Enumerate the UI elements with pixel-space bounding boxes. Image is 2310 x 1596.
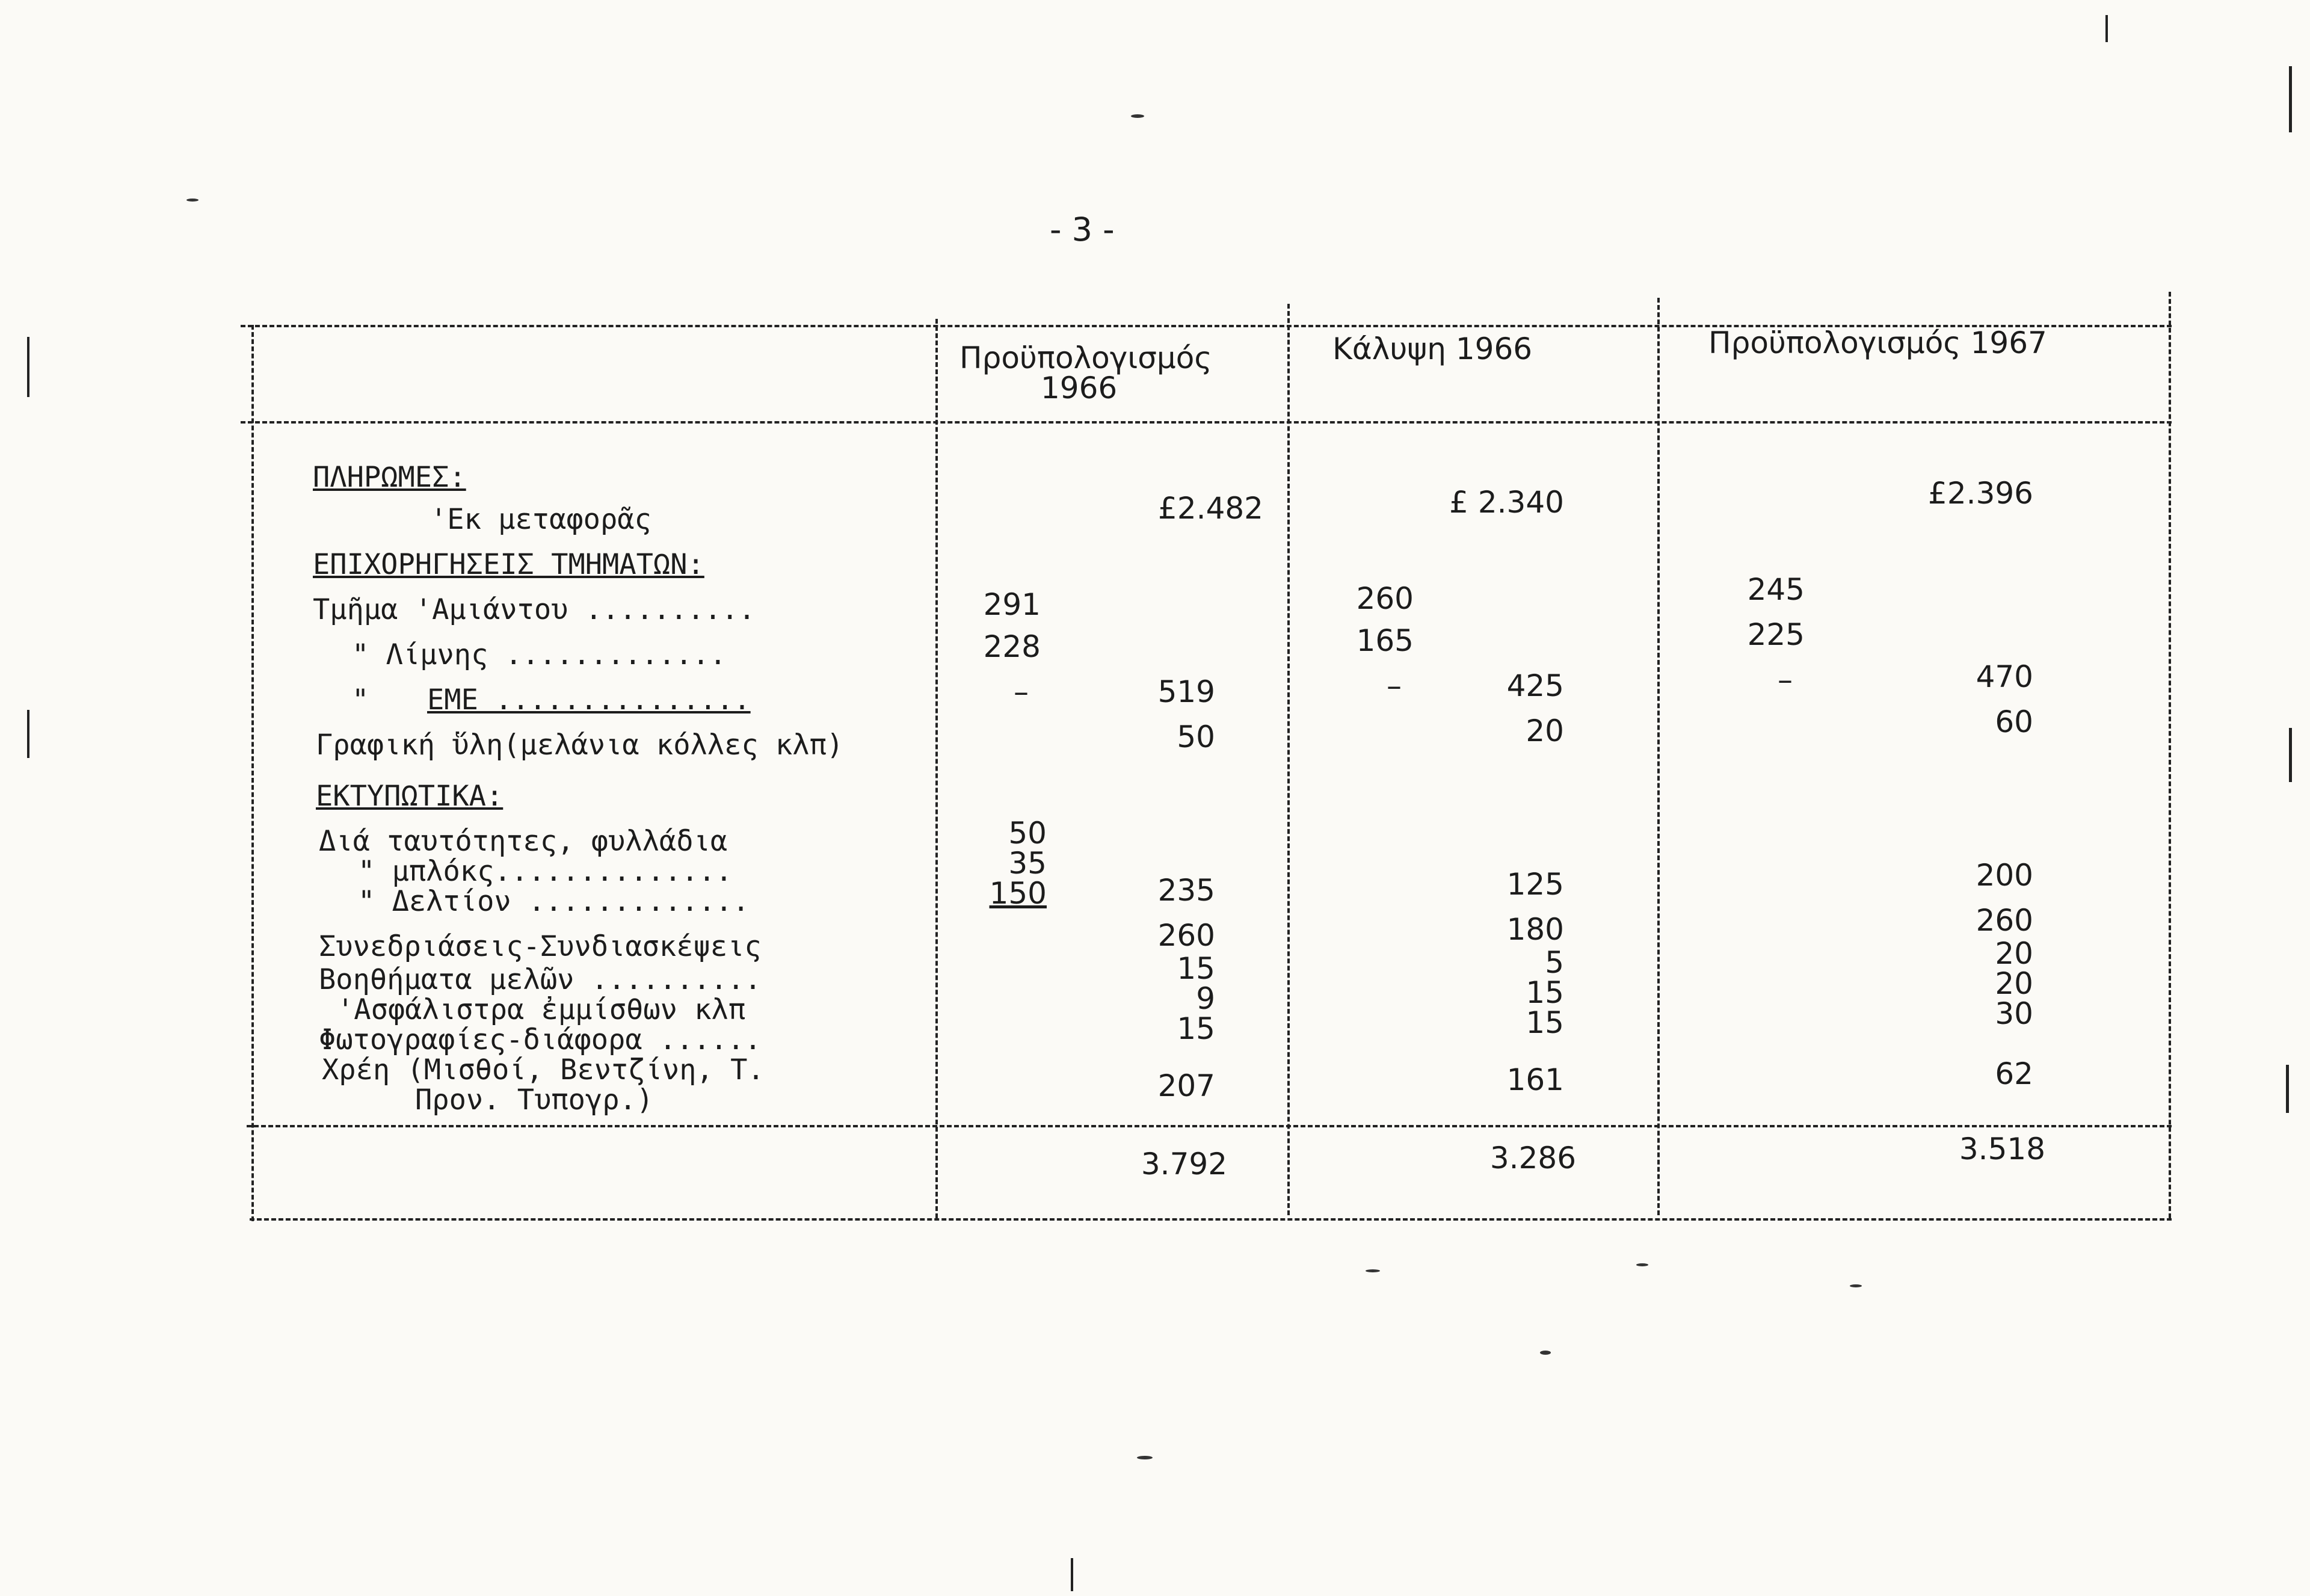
label-photos: Φωτογραφίες-διάφορα ......	[319, 1023, 762, 1056]
scan-speck	[1540, 1351, 1551, 1355]
col1-ids: 50	[1008, 816, 1047, 851]
col3-total: 3.518	[1959, 1132, 2045, 1166]
col1-eme: –	[1014, 674, 1029, 709]
label-insurance: 'Ασφάλιστρα ἐμμίσθων κλπ	[337, 993, 746, 1026]
label-aid: Βοηθήματα μελῶν ..........	[319, 963, 762, 996]
col1-meetings: 260	[1157, 918, 1215, 953]
col3-debts: 62	[1995, 1056, 2033, 1091]
col1-stationery: 50	[1177, 719, 1215, 754]
col2-debts: 161	[1506, 1062, 1564, 1097]
label-blocks: " μπλόκς..............	[358, 855, 733, 888]
scan-speck	[1366, 1269, 1380, 1272]
label-printing: ΕΚΤΥΠΩΤΙΚΑ:	[316, 780, 504, 813]
page-number: - 3 -	[1050, 211, 1115, 248]
col1-photos: 15	[1177, 1011, 1215, 1046]
label-debts-line2: Προν. Τυπογρ.)	[415, 1083, 654, 1117]
col1-limnis: 228	[983, 629, 1041, 664]
scan-mark	[2105, 15, 2108, 42]
col1-amiantos: 291	[983, 587, 1041, 622]
col1-insurance: 9	[1196, 981, 1215, 1016]
scan-mark	[1071, 1558, 1073, 1591]
col2-printing-total: 125	[1506, 867, 1564, 902]
col3-eme: –	[1778, 662, 1793, 697]
col2-total: 3.286	[1489, 1141, 1576, 1175]
scan-speck	[1636, 1263, 1648, 1266]
scan-speck	[1137, 1456, 1153, 1459]
label-eme: ΕΜΕ ...............	[427, 683, 751, 716]
table-bottom-rule	[250, 1218, 2172, 1221]
col2-amiantos: 260	[1356, 581, 1414, 616]
scan-mark	[27, 337, 29, 397]
col2-meetings: 180	[1506, 912, 1564, 947]
col2-aid: 5	[1545, 945, 1564, 980]
table-left-rule	[251, 325, 254, 1221]
scan-mark	[2289, 728, 2292, 782]
col3-aid: 20	[1995, 936, 2033, 971]
col3-photos: 30	[1995, 996, 2033, 1031]
col1-carry: £2.482	[1158, 491, 1263, 526]
header-col2: Κάλυψη 1966	[1332, 331, 1533, 366]
table-right-rule	[2169, 292, 2171, 1218]
scan-speck	[1131, 114, 1144, 118]
label-limnis: " Λίμνης .............	[352, 638, 727, 671]
label-eme-ditto: "	[352, 683, 369, 716]
header-col3: Προϋπολογισμός 1967	[1708, 325, 2047, 360]
scan-mark	[2289, 66, 2292, 132]
col2-carry: £ 2.340	[1449, 485, 1564, 520]
col2-limnis: 165	[1356, 623, 1414, 658]
col3-printing-total: 200	[1976, 858, 2033, 893]
col1-printing-total: 235	[1157, 873, 1215, 908]
label-carry: 'Εκ μεταφορᾶς	[430, 503, 651, 536]
scan-speck	[186, 199, 199, 202]
scan-speck	[1850, 1284, 1862, 1287]
col1-blocks: 35	[1008, 846, 1047, 881]
col2-insurance: 15	[1526, 975, 1564, 1010]
col1-bulletins: 150	[989, 876, 1047, 911]
label-meetings: Συνεδριάσεις-Συνδιασκέψεις	[319, 930, 762, 963]
header-col1-line1: Προϋπολογισμός	[959, 340, 1212, 375]
col1-total: 3.792	[1141, 1147, 1227, 1182]
col3-stationery: 60	[1995, 704, 2033, 739]
col2-grants-total: 425	[1506, 668, 1564, 703]
label-stationery: Γραφική ὕλη(μελάνια κόλλες κλπ)	[316, 729, 844, 762]
col3-grants-total: 470	[1976, 659, 2033, 694]
header-col1-line2: 1966	[1041, 371, 1118, 405]
label-bulletins: " Δελτίον .............	[358, 885, 750, 918]
col1-left-rule	[935, 319, 938, 1218]
col3-amiantos: 245	[1747, 572, 1805, 607]
header-bottom-rule	[241, 421, 2172, 424]
label-debts-line1: Χρέη (Μισθοί, Βεντζίνη, Τ.	[322, 1053, 765, 1086]
label-ids: Διά ταυτότητες, φυλλάδια	[319, 825, 728, 858]
label-grants: ΕΠΙΧΟΡΗΓΗΣΕΙΣ ΤΜΗΜΑΤΩΝ:	[313, 548, 704, 581]
col3-carry: £2.396	[1928, 476, 2033, 511]
col1-aid: 15	[1177, 951, 1215, 986]
col2-photos: 15	[1526, 1005, 1564, 1040]
col3-meetings: 260	[1976, 903, 2033, 938]
body-bottom-rule	[247, 1125, 2172, 1127]
col3-insurance: 20	[1995, 966, 2033, 1001]
col3-limnis: 225	[1747, 617, 1805, 652]
col2-stationery: 20	[1526, 713, 1564, 748]
col1-debts: 207	[1157, 1068, 1215, 1103]
col2-left-rule	[1287, 304, 1290, 1215]
scan-mark	[2286, 1065, 2289, 1113]
label-amiantos: Τμῆμα 'Αμιάντου ..........	[313, 593, 756, 626]
col3-left-rule	[1657, 298, 1660, 1215]
col2-eme: –	[1387, 668, 1402, 703]
label-payments: ΠΛΗΡΩΜΕΣ:	[313, 461, 466, 494]
scan-mark	[27, 710, 29, 758]
col1-grants-total: 519	[1157, 674, 1215, 709]
